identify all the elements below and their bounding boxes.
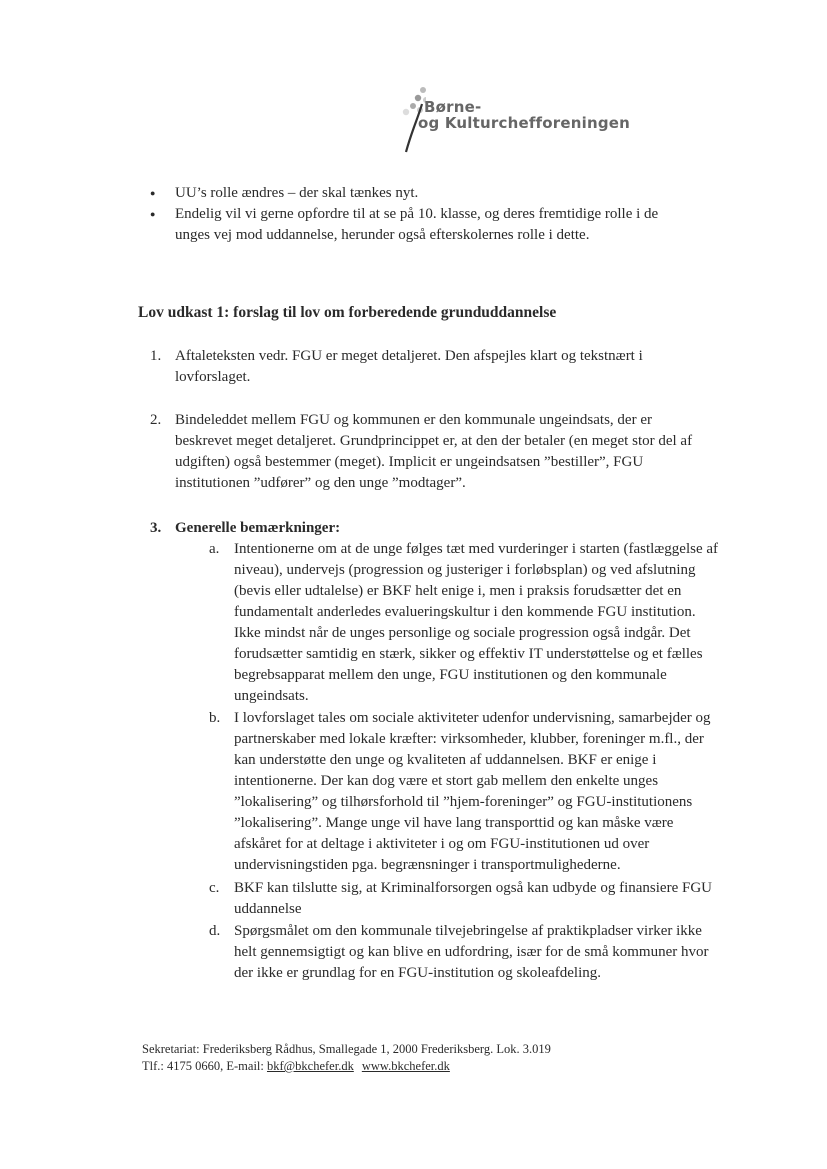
organization-logo (396, 80, 636, 160)
item-number: 2. (150, 412, 162, 428)
sub-item-letter: b. (209, 710, 221, 726)
bullet-item: ● Endelig vil vi gerne opfordre til at se på 10. klasse, og deres fremtidige rolle i de unges vej mod uddannelse, herunder også efterskolernes rolle i dette. (150, 204, 690, 246)
footer-contact (142, 1058, 551, 1075)
item-text: Bindeleddet mellem FGU og kommunen er den kommunale ungeindsats, der er beskrevet meget detaljeret. Grundprincippet er, at den der betaler (en meget stor del af udgiften) også bestemmer (meget). Implicit er ungeindsatsen ”bestiller”, FGU institutionen ”udfører” og den unge ”modtager”. (175, 412, 693, 491)
item-heading: Generelle bemærkninger: (175, 520, 341, 536)
sub-item-letter: c. (209, 880, 220, 896)
sub-item-text: Intentionerne om at de unge følges tæt med vurderinger i starten (fastlæggelse af niveau), undervejs (progression og justeriger i forløbsplan) og ved afslutning (bevis eller udtalelse) er BKF helt enige i, men i praksis forudsætter det en fundamentalt anderledes evalueringskultur i den kommende FGU institution. Ikke mindst når de unges personlige og sociale progression også indgår. Det forudsætter samtidig en stærk, sikker og effektiv IT understøttelse og et fælles begrebsapparat mellem den unge, FGU institutionen og den kommunale ungeindsats. (234, 541, 719, 704)
sub-item-letter: d. (209, 923, 221, 939)
footer-phone: Tlf.: 4175 0660, E-mail: (142, 1059, 264, 1073)
sub-item-letter: a. (209, 541, 220, 557)
website-link[interactable]: www.bkchefer.dk (361, 1059, 450, 1073)
bullet-item: ● UU’s rolle ændres – der skal tænkes nyt. (150, 183, 690, 204)
footer-address: Sekretariat: Frederiksberg Rådhus, Smallegade 1, 2000 Frederiksberg. Lok. 3.019 (142, 1042, 551, 1056)
email-link[interactable]: bkf@bkchefer.dk (266, 1059, 354, 1073)
logo-text-line1: Børne- (424, 98, 482, 116)
item-number: 1. (150, 348, 162, 364)
top-bullet-list (150, 183, 690, 246)
logo-text-line2: og Kulturchefforeningen (418, 114, 631, 132)
section-heading: Lov udkast 1: forslag til lov om forberedende grunduddannelse (138, 304, 557, 321)
sub-item-text: Spørgsmålet om den kommunale tilvejebringelse af praktikpladser virker ikke helt gennemsigtigt og kan blive en udfordring, især for de små kommuner hvor der ikke er grundlag for en FGU-institution og skoleafdeling. (234, 923, 709, 981)
sub-item-text: BKF kan tilslutte sig, at Kriminalforsorgen også kan udbyde og finansiere FGU uddannelse (234, 880, 712, 917)
footer (142, 1041, 551, 1075)
item-number: 3. (150, 520, 162, 536)
sub-item-text: I lovforslaget tales om sociale aktiviteter udenfor undervisning, samarbejder og partnerskaber med lokale kræfter: virksomheder, klubber, foreninger m.fl., der kan understøtte den unge og kvaliteten af uddannelsen. BKF er enige i intentionerne. Der kan dog være et stort gab mellem den enkelte unges ”lokalisering” og tilhørsforhold til ”hjem-foreninger” og FGU-institutionens ”lokalisering”. Mange unge vil have lang transporttid og kan måske være afskåret for at deltage i aktiviteter i og om FGU-institutionen ud over undervisningstiden pga. begrænsninger i transportmulighederne. (234, 710, 711, 873)
item-text: Aftaleteksten vedr. FGU er meget detaljeret. Den afspejles klart og tekstnært i lovforslaget. (175, 348, 643, 385)
